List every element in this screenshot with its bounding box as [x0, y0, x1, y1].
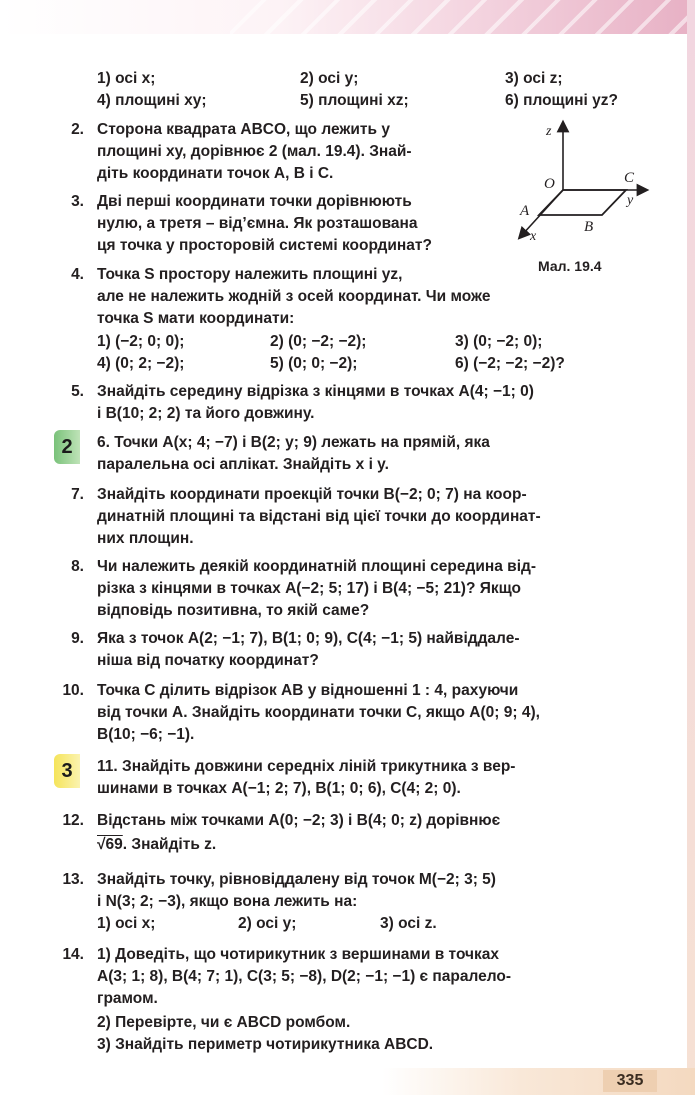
figure-caption: Мал. 19.4	[538, 258, 602, 274]
option-1-1: 1) осі x;	[97, 70, 156, 87]
problem-3-line-3: ця точка у просторовій системі координат?	[97, 237, 432, 254]
header-decoration	[0, 0, 695, 34]
problem-14-line-1: 1) Доведіть, що чотирикутник з вершинами в точках	[97, 946, 500, 963]
label-o: O	[544, 176, 555, 192]
problem-number: 3.	[71, 193, 84, 210]
problem-14-line-4: 2) Перевірте, чи є ABCD ромбом.	[97, 1014, 351, 1031]
problem-number: 10.	[62, 682, 84, 699]
difficulty-level-2-badge: 2	[54, 430, 80, 464]
sqrt-69: √69	[97, 836, 123, 853]
problem-6-line-2: паралельна осі аплікат. Знайдіть x і y.	[97, 456, 389, 473]
option-4-5: 5) (0; 0; −2);	[270, 355, 358, 372]
problem-10-line-2: від точки A. Знайдіть координати точки C, якщо A(0; 9; 4),	[97, 704, 540, 721]
problem-5-line-1: Знайдіть середину відрізка з кінцями в точках A(4; −1; 0)	[97, 383, 534, 400]
problem-7-line-2: динатній площині та відстані від цієї точки до координат-	[97, 508, 541, 525]
problem-4-line-1: Точка S простору належить площині yz,	[97, 266, 403, 283]
problem-number: 12.	[62, 812, 84, 829]
label-b: B	[584, 219, 594, 235]
problem-number: 9.	[71, 630, 84, 647]
problem-8-line-1: Чи належить деякій координатній площині середина від-	[97, 558, 537, 575]
option-1-2: 2) осі y;	[300, 70, 359, 87]
problem-4-line-2: але не належить жодній з осей координат. Чи може	[97, 288, 491, 305]
problem-4-line-3: точка S мати координати:	[97, 310, 295, 327]
problem-3-line-2: нулю, а третя – від’ємна. Як розташована	[97, 215, 418, 232]
problem-number: 5.	[71, 383, 84, 400]
problem-number: 2.	[71, 121, 84, 138]
problem-12-line-2	[97, 834, 216, 855]
problem-10-line-1: Точка C ділить відрізок AB у відношенні 1 : 4, рахуючи	[97, 682, 519, 699]
problem-8-line-2: різка з кінцями в точках A(−2; 5; 17) і B(4; −5; 21)? Якщо	[97, 580, 521, 597]
problem-number: 8.	[71, 558, 84, 575]
label-x: x	[530, 229, 537, 244]
option-4-4: 4) (0; 2; −2);	[97, 355, 185, 372]
problem-14-line-5: 3) Знайдіть периметр чотирикутника ABCD.	[97, 1036, 434, 1053]
page-number: 335	[603, 1070, 657, 1092]
problem-14-line-3: грамом.	[97, 990, 158, 1007]
label-c: C	[624, 170, 635, 186]
problem-7-line-3: них площин.	[97, 530, 194, 547]
problem-9-line-1: Яка з точок A(2; −1; 7), B(1; 0; 9), C(4; −1; 5) найвіддале-	[97, 630, 520, 647]
problem-number: 14.	[62, 946, 84, 963]
option-1-4: 4) площині xy;	[97, 92, 207, 109]
problem-number: 7.	[71, 486, 84, 503]
difficulty-level-3-badge: 3	[54, 754, 80, 788]
problem-10-line-3: B(10; −6; −1).	[97, 726, 195, 743]
page-edge-decoration	[687, 0, 695, 1095]
option-13-1: 1) осі x;	[97, 915, 156, 932]
problem-13-line-1: Знайдіть точку, рівновіддалену від точок M(−2; 3; 5)	[97, 871, 496, 888]
problem-13-line-2: і N(3; 2; −3), якщо вона лежить на:	[97, 893, 358, 910]
problem-11-line-1: 11. Знайдіть довжини середніх ліній трикутника з вер-	[97, 758, 516, 775]
option-4-1: 1) (−2; 0; 0);	[97, 333, 185, 350]
figure-coordinate-square	[508, 118, 658, 248]
problem-8-line-3: відповідь позитивна, то якій саме?	[97, 602, 370, 619]
option-4-3: 3) (0; −2; 0);	[455, 333, 543, 350]
problem-7-line-1: Знайдіть координати проекцій точки B(−2; 0; 7) на коор-	[97, 486, 527, 503]
problem-3-line-1: Дві перші координати точки дорівнюють	[97, 193, 412, 210]
option-13-2: 2) осі y;	[238, 915, 297, 932]
option-1-5: 5) площині xz;	[300, 92, 409, 109]
square-abco	[539, 190, 626, 215]
label-a: A	[520, 203, 530, 219]
problem-5-line-2: і B(10; 2; 2) та його довжину.	[97, 405, 315, 422]
footer-decoration	[0, 1068, 695, 1095]
problem-12-line-2-tail: . Знайдіть z.	[122, 836, 217, 853]
option-1-3: 3) осі z;	[505, 70, 563, 87]
problem-2-line-3: діть координати точок A, B і C.	[97, 165, 334, 182]
problem-2-line-1: Сторона квадрата ABCO, що лежить у	[97, 121, 390, 138]
problem-number: 13.	[62, 871, 84, 888]
option-4-2: 2) (0; −2; −2);	[270, 333, 367, 350]
problem-2-line-2: площині xy, дорівнює 2 (мал. 19.4). Знай-	[97, 143, 412, 160]
option-13-3: 3) осі z.	[380, 915, 437, 932]
option-1-6: 6) площині yz?	[505, 92, 618, 109]
problem-number: 4.	[71, 266, 84, 283]
problem-6-line-1: 6. Точки A(x; 4; −7) і B(2; y; 9) лежать на прямій, яка	[97, 434, 490, 451]
label-y: y	[627, 193, 634, 208]
problem-12-line-1: Відстань між точками A(0; −2; 3) і B(4; 0; z) дорівнює	[97, 812, 501, 829]
label-z: z	[546, 124, 552, 139]
problem-9-line-2: ніша від початку координат?	[97, 652, 319, 669]
problem-14-line-2: A(3; 1; 8), B(4; 7; 1), C(3; 5; −8), D(2; −1; −1) є паралело-	[97, 968, 512, 985]
option-4-6: 6) (−2; −2; −2)?	[455, 355, 565, 372]
problem-11-line-2: шинами в точках A(−1; 2; 7), B(1; 0; 6), C(4; 2; 0).	[97, 780, 461, 797]
